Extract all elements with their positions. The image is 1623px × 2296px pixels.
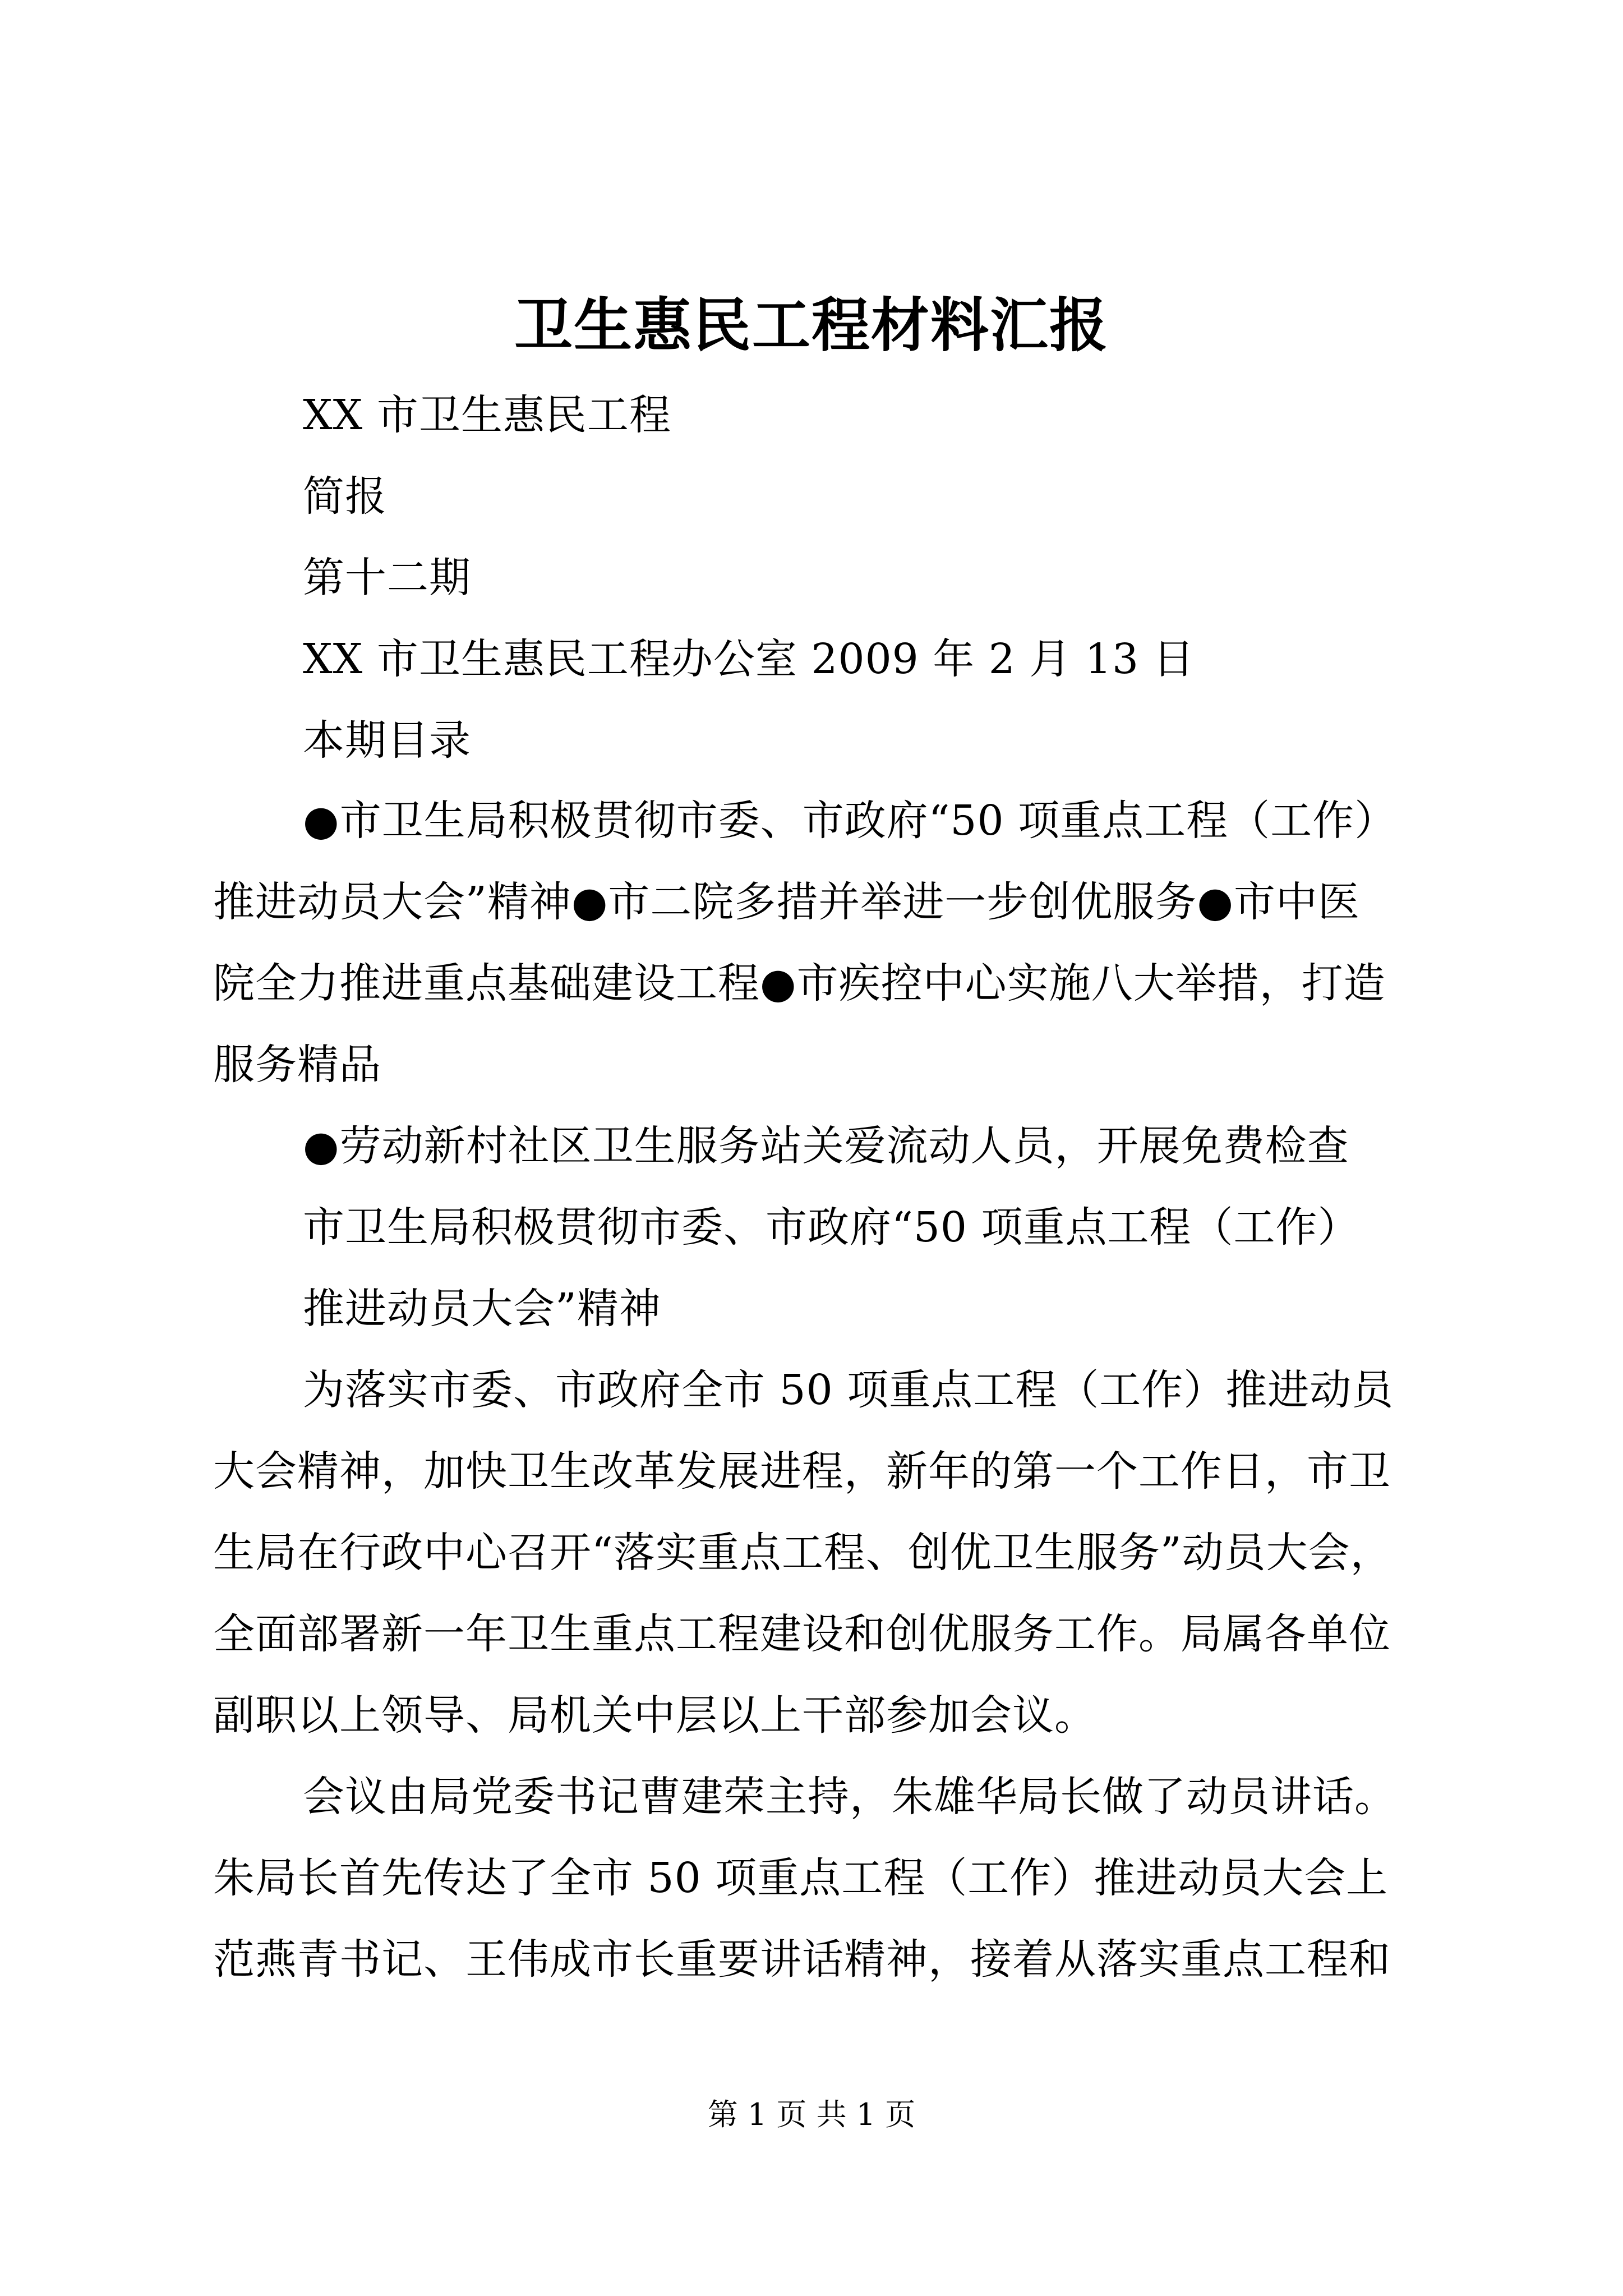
contents-line: 推进动员大会”精神●市二院多措并举进一步创优服务●市中医: [213, 878, 1360, 926]
article-heading: 市卫生局积极贯彻市委、市政府“50 项重点工程（工作）: [303, 1203, 1360, 1251]
contents-heading: 本期目录: [303, 716, 471, 765]
contents-line: ●市卫生局积极贯彻市委、市政府“50 项重点工程（工作）: [303, 797, 1397, 845]
contents-line: 院全力推进重点基础建设工程●市疾控中心实施八大举措，打造: [213, 959, 1386, 1007]
body-line: 为落实市委、市政府全市 50 项重点工程（工作）推进动员: [303, 1366, 1394, 1414]
body-line: 朱局长首先传达了全市 50 项重点工程（工作）推进动员大会上: [213, 1854, 1389, 1902]
issue-number: 第十二期: [303, 554, 471, 602]
body-line: 全面部署新一年卫生重点工程建设和创优服务工作。局属各单位: [213, 1610, 1391, 1658]
body-line: 范燕青书记、王伟成市长重要讲话精神，接着从落实重点工程和: [213, 1935, 1391, 1984]
body-line: 生局在行政中心召开“落实重点工程、创优卫生服务”动员大会，: [213, 1529, 1393, 1577]
office-date-line: XX 市卫生惠民工程办公室 2009 年 2 月 13 日: [303, 635, 1195, 683]
body-line: 大会精神，加快卫生改革发展进程，新年的第一个工作日，市卫: [213, 1447, 1391, 1496]
contents-line: 服务精品: [213, 1041, 381, 1089]
body-line: 会议由局党委书记曹建荣主持，朱雄华局长做了动员讲话。: [303, 1773, 1396, 1821]
page-footer: 第 1 页 共 1 页: [707, 2097, 916, 2132]
bulletin-label: 简报: [303, 472, 387, 521]
issuer-line: XX 市卫生惠民工程: [303, 391, 671, 439]
body-line: 副职以上领导、局机关中层以上干部参加会议。: [213, 1691, 1096, 1740]
contents-line: ●劳动新村社区卫生服务站关爱流动人员，开展免费检查: [303, 1122, 1349, 1170]
article-heading: 推进动员大会”精神: [303, 1285, 661, 1333]
document-title: 卫生惠民工程材料汇报: [514, 291, 1109, 360]
